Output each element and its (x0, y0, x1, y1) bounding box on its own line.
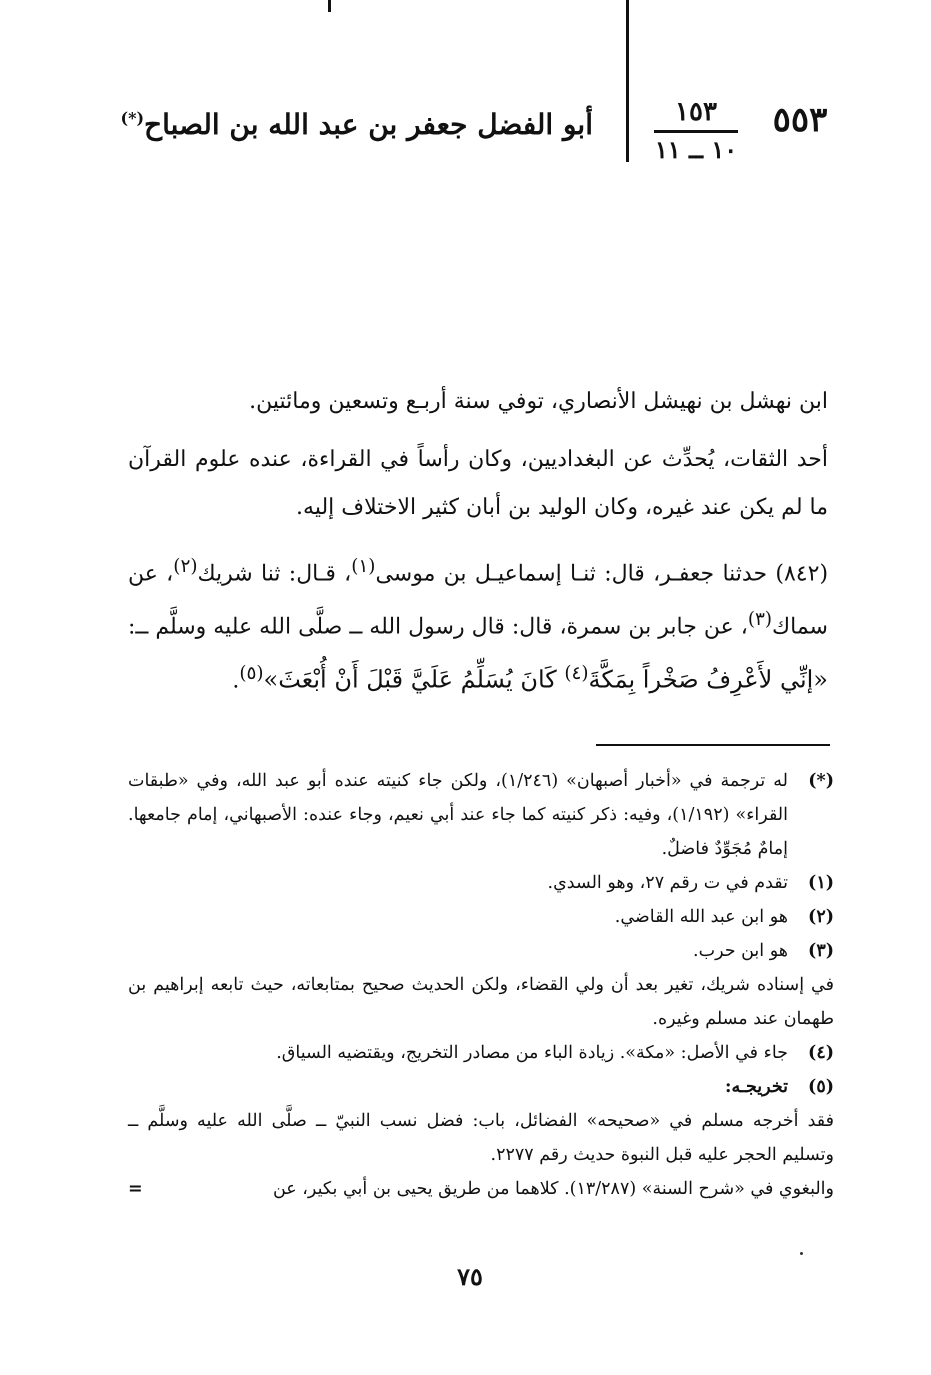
footnote-5-continuation-2-text: والبغوي في «شرح السنة» (١٣/٢٨٧). كلاهما من طريق يحيى بن أبي بكير، عن (272, 1179, 834, 1199)
footnote-4-marker: (٤) (808, 1043, 834, 1063)
footnote-star-marker: (*) (808, 771, 834, 791)
footnote-1 (128, 866, 834, 900)
footnotes (128, 764, 834, 1206)
footnote-2-text: هو ابن عبد الله القاضي. (614, 907, 788, 927)
footnote-5-continuation-2 (128, 1172, 834, 1206)
footnote-2-marker: (٢) (808, 907, 834, 927)
page-number: ٧٥ (457, 1262, 483, 1291)
footnote-1-marker: (١) (808, 873, 834, 893)
footnote-star (128, 764, 834, 866)
isnad-part-1: حدثنا جعفـر، قال: ثنـا إسماعيـل بن موسى (375, 561, 776, 587)
hadith-paragraph (128, 544, 828, 704)
fraction-bar (654, 130, 738, 133)
footnote-ref-3: (٣) (747, 609, 772, 631)
footnote-4 (128, 1036, 834, 1070)
header-divider (626, 0, 629, 162)
biography-line-1: ابن نهشل بن نهيشل الأنصاري، توفي سنة أربـع وتسعين ومائتين. (249, 389, 828, 414)
entry-title (121, 108, 594, 141)
footnote-4-text: جاء في الأصل: «مكة». زيادة الباء من مصادر التخريج، ويقتضيه السياق. (276, 1043, 788, 1063)
top-edge-mark (328, 0, 331, 12)
footnote-ref-5: (٥) (239, 662, 264, 684)
isnad-part-4: ، عن جابر بن سمرة، قال: قال رسول الله ــ صلَّى الله عليه وسلَّم ــ: (128, 614, 748, 640)
print-speck (800, 1252, 803, 1255)
footnote-star-text: له ترجمة في «أخبار أصبهان» (١/٢٤٦)، ولكن جاء كنيته عنده أبو عبد الله، وفي «طبقات القراء» (١/١٩٢)، وفيه: ذكر كنيته كما جاء عند أبي نعيم، وجاء عنده: الأصبهاني، إمام جامعها. إمامٌ مُجَوِّدٌ فاضلٌ. (128, 771, 789, 859)
footnote-2 (128, 900, 834, 934)
reference-numerator: ١٥٣ (675, 97, 717, 127)
footnote-5-marker: (٥) (808, 1077, 834, 1097)
footnote-separator (596, 744, 830, 746)
footnote-1-text: تقدم في ت رقم ٢٧، وهو السدي. (547, 873, 788, 893)
entry-title-text: أبو الفضل جعفر بن عبد الله بن الصباح (144, 108, 593, 141)
biography-paragraph-2: أحد الثقات، يُحدِّث عن البغداديين، وكان رأساً في القراءة، عنده علوم القرآن ما لم يكن عند غيره، وكان الوليد بن أبان كثير الاختلاف إليه. (128, 447, 828, 520)
reference-denominator: ١٠ ــ ١١ (654, 135, 738, 164)
continued-next-page-sign: = (128, 1179, 143, 1199)
volume-page-reference (650, 96, 742, 165)
footnote-5-heading: تخريجـه: (725, 1077, 788, 1097)
entry-number: ٥٥٣ (772, 100, 828, 140)
hadith-text-1: «إنِّي لأَعْرِفُ صَخْراً بِمَكَّةَ (588, 664, 828, 693)
footnote-3-marker: (٣) (808, 941, 834, 961)
footnote-5 (128, 1070, 834, 1104)
footnote-3-continuation: في إسناده شريك، تغير بعد أن ولي القضاء، ولكن الحديث صحيح بمتابعاته، حيث تابعه إبراهيم بن طهمان عند مسلم وغيره. (128, 975, 834, 1029)
footnote-3 (128, 934, 834, 968)
footnote-ref-1: (١) (351, 556, 376, 577)
isnad-part-3: ، عن سماك (128, 561, 828, 640)
footnote-ref-4: (٤) (564, 662, 589, 684)
hadith-number: (٨٤٢) (775, 561, 829, 587)
hadith-text-2: كَانَ يُسَلِّمُ عَلَيَّ قَبْلَ أَنْ أُبْعَثَ» (263, 664, 565, 693)
title-footnote-marker: (*) (120, 108, 145, 128)
paragraph-end: . (232, 667, 240, 693)
isnad-part-2: ، قـال: ثنا شريك (197, 561, 352, 587)
footnote-3-text: هو ابن حرب. (693, 941, 788, 961)
footnote-ref-2: (٢) (173, 556, 198, 577)
footnote-5-continuation-1: فقد أخرجه مسلم في «صحيحه» الفضائل، باب: فضل نسب النبيّ ــ صلَّى الله عليه وسلَّم ــ وتسليم الحجر عليه قبل النبوة حديث رقم ٢٢٧٧. (128, 1111, 834, 1165)
